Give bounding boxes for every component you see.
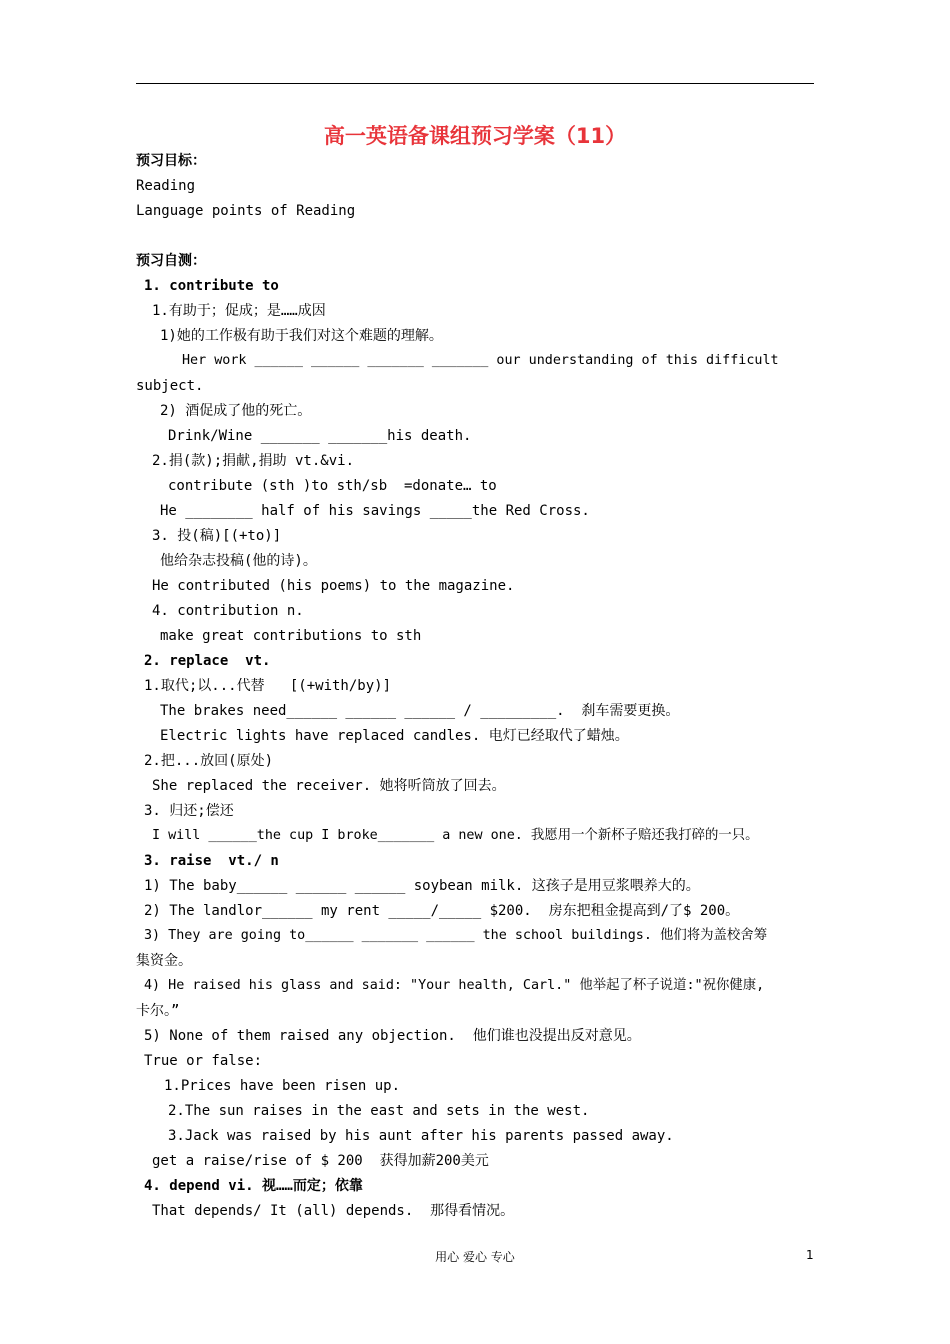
item-heading: 1. contribute to <box>144 278 279 294</box>
text-line: 1) The baby______ ______ ______ soybean milk. 这孩子是用豆浆喂养大的。 <box>144 878 700 894</box>
text-line: 卡尔。” <box>136 1003 180 1019</box>
item-heading: 3. raise vt./ n <box>144 853 279 869</box>
objectives-heading: 预习目标： <box>136 153 206 169</box>
text-line: 1)她的工作极有助于我们对这个难题的理解。 <box>160 328 443 344</box>
text-line: 2.The sun raises in the east and sets in the west. <box>168 1103 590 1119</box>
page-title: 高一英语备课组预习学案（11） <box>323 124 627 148</box>
text-line: The brakes need______ ______ ______ / _________. 刹车需要更换。 <box>160 703 680 719</box>
item-heading: 4. depend vi. 视……而定；依靠 <box>144 1178 363 1194</box>
text-line: subject. <box>136 378 204 394</box>
text-line: Drink/Wine _______ _______his death. <box>168 428 472 444</box>
text-line: make great contributions to sth <box>160 628 422 644</box>
self-test-heading: 预习自测： <box>136 253 206 269</box>
text-line: 4. contribution n. <box>152 603 304 619</box>
text-line: 集资金。 <box>136 953 192 969</box>
text-line: 1.有助于；促成；是……成因 <box>152 303 326 319</box>
text-line: 2.把...放回(原处) <box>144 753 274 769</box>
text-line: 4) He raised his glass and said: "Your health, Carl." 他举起了杯子说道:"祝你健康, <box>144 978 765 993</box>
true-false-heading: True or false: <box>144 1053 263 1069</box>
text-line: 3. 归还;偿还 <box>144 803 234 819</box>
page-footer: 用心 爱心 专心 <box>435 1250 515 1264</box>
header-rule <box>136 83 814 84</box>
text-line: I will ______the cup I broke_______ a new one. 我愿用一个新杯子赔还我打碎的一只。 <box>152 828 759 843</box>
text-line: 2.捐(款);捐献,捐助 vt.&vi. <box>152 453 355 469</box>
text-line: get a raise/rise of $ 200 获得加薪200美元 <box>152 1153 489 1169</box>
text-line: 3) They are going to______ _______ ______ the school buildings. 他们将为盖校舍筹 <box>144 928 768 943</box>
text-line: Her work ______ ______ _______ _______ our understanding of this difficult <box>182 353 779 368</box>
objective-line: Reading <box>136 178 196 194</box>
text-line: Electric lights have replaced candles. 电灯已经取代了蜡烛。 <box>160 728 629 744</box>
text-line: 3. 投(稿)[(+to)] <box>152 528 282 544</box>
text-line: 2) The landlor______ my rent _____/_____ $200. 房东把租金提高到/了$ 200。 <box>144 903 740 919</box>
text-line: She replaced the receiver. 她将听筒放了回去。 <box>152 778 506 794</box>
text-line: 2) 酒促成了他的死亡。 <box>160 403 312 419</box>
item-heading: 2. replace vt. <box>144 653 271 669</box>
text-line: 他给杂志投稿(他的诗)。 <box>160 553 317 569</box>
text-line: contribute (sth )to sth/sb =donate… to <box>168 478 497 494</box>
text-line: That depends/ It (all) depends. 那得看情况。 <box>152 1203 515 1219</box>
text-line: 3.Jack was raised by his aunt after his parents passed away. <box>168 1128 674 1144</box>
page-number: 1 <box>806 1248 814 1262</box>
text-line: 5) None of them raised any objection. 他们谁也没提出反对意见。 <box>144 1028 641 1044</box>
text-line: He ________ half of his savings _____the Red Cross. <box>160 503 590 519</box>
text-line: 1.取代;以...代替 [(+with/by)] <box>144 678 392 694</box>
text-line: He contributed (his poems) to the magazine. <box>152 578 515 594</box>
text-line: 1.Prices have been risen up. <box>164 1078 401 1094</box>
objective-line: Language points of Reading <box>136 203 356 219</box>
